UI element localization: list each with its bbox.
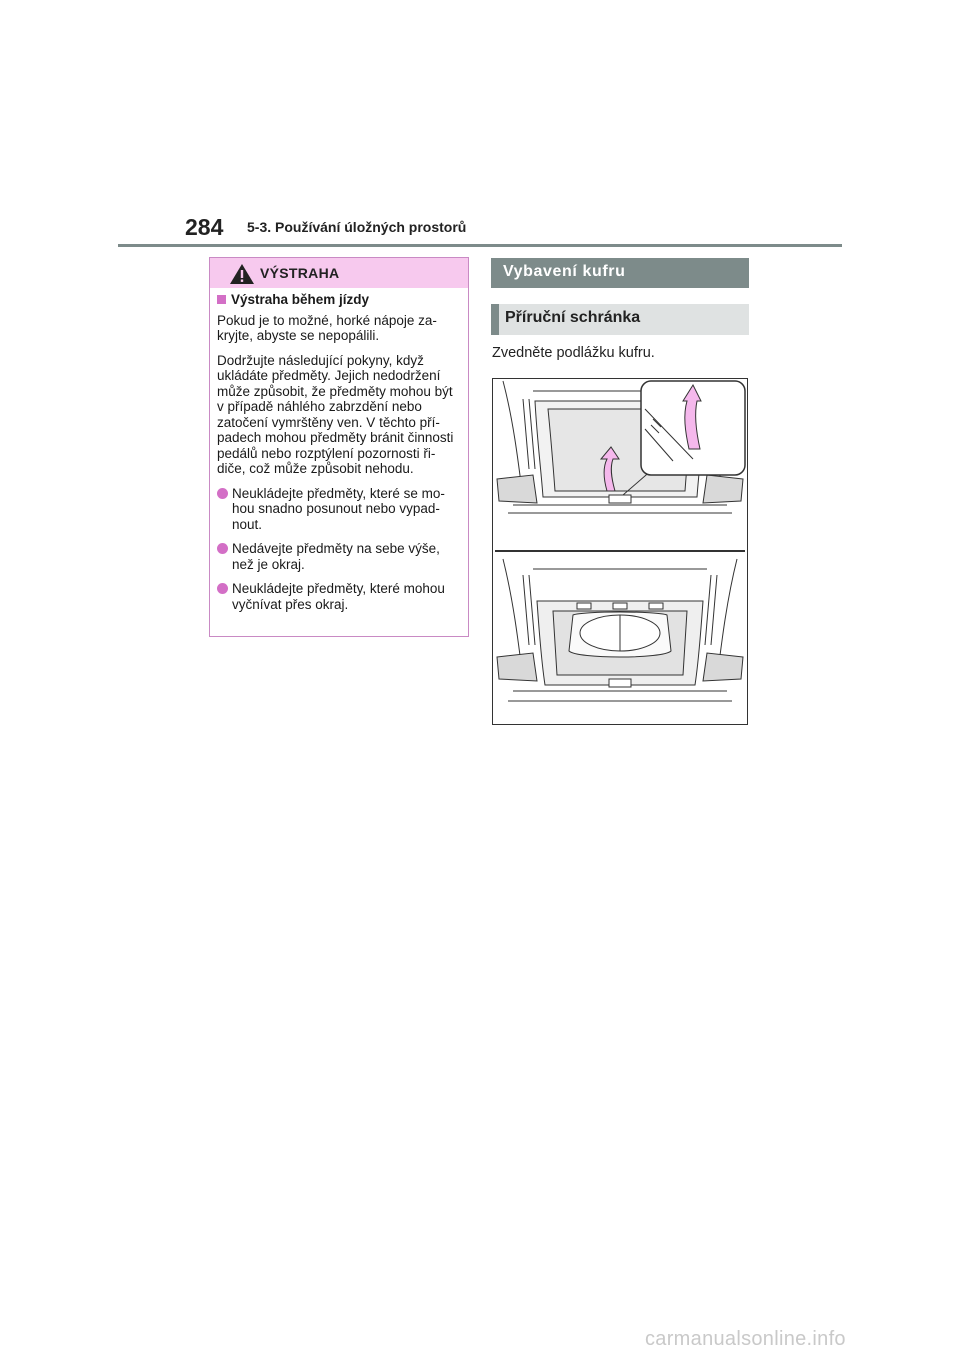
warning-subheading-text: Výstraha během jízdy: [231, 292, 370, 307]
warning-bullet-text: Neukládejte předměty, které se mo-hou snadno posunout nebo vypad-nout.: [232, 485, 445, 532]
circle-bullet-icon: [217, 583, 228, 594]
circle-bullet-icon: [217, 488, 228, 499]
instruction-text: Zvedněte podlážku kufru.: [492, 345, 655, 361]
trunk-illustration: [492, 378, 748, 725]
square-bullet-icon: [217, 295, 226, 304]
trunk-illustration-drawing: [493, 379, 747, 724]
warning-triangle-icon: [229, 263, 255, 285]
warning-bullet: [217, 581, 458, 612]
section-heading: Vybavení kufru: [491, 258, 749, 288]
warning-bullet: [217, 541, 458, 572]
warning-body: [210, 288, 468, 612]
header-rule: [118, 244, 842, 247]
warning-subheading: [217, 292, 458, 308]
warning-paragraph: Pokud je to možné, horké nápoje za-kryjte, abyste se nepopálili.: [217, 312, 437, 343]
warning-box: [209, 257, 469, 637]
page-header: [185, 214, 845, 248]
subsection-heading: Příruční schránka: [491, 304, 749, 335]
warning-paragraph: Dodržujte následující pokyny, když ukládáte předměty. Jejich nedodržení může způsobit, že předměty mohou být v případě náhlého zabrzdění nebo zatočení vymrštěny ven. V těchto pří-padech mohou předměty bránit činnosti pedálů nebo rozptýlení pozornosti ři-diče, což může způsobit nehodu.: [217, 352, 454, 476]
watermark: carmanualsonline.info: [645, 1328, 846, 1350]
section-title: 5-3. Používání úložných prostorů: [247, 219, 467, 235]
warning-header: [210, 258, 468, 288]
warning-bullet-text: Nedávejte předměty na sebe výše, než je okraj.: [232, 541, 440, 572]
page-number: 284: [185, 214, 224, 240]
circle-bullet-icon: [217, 543, 228, 554]
warning-bullet-text: Neukládejte předměty, které mohou vyčnívat přes okraj.: [232, 581, 445, 612]
warning-bullet: [217, 486, 458, 533]
warning-title: VÝSTRAHA: [260, 265, 340, 281]
